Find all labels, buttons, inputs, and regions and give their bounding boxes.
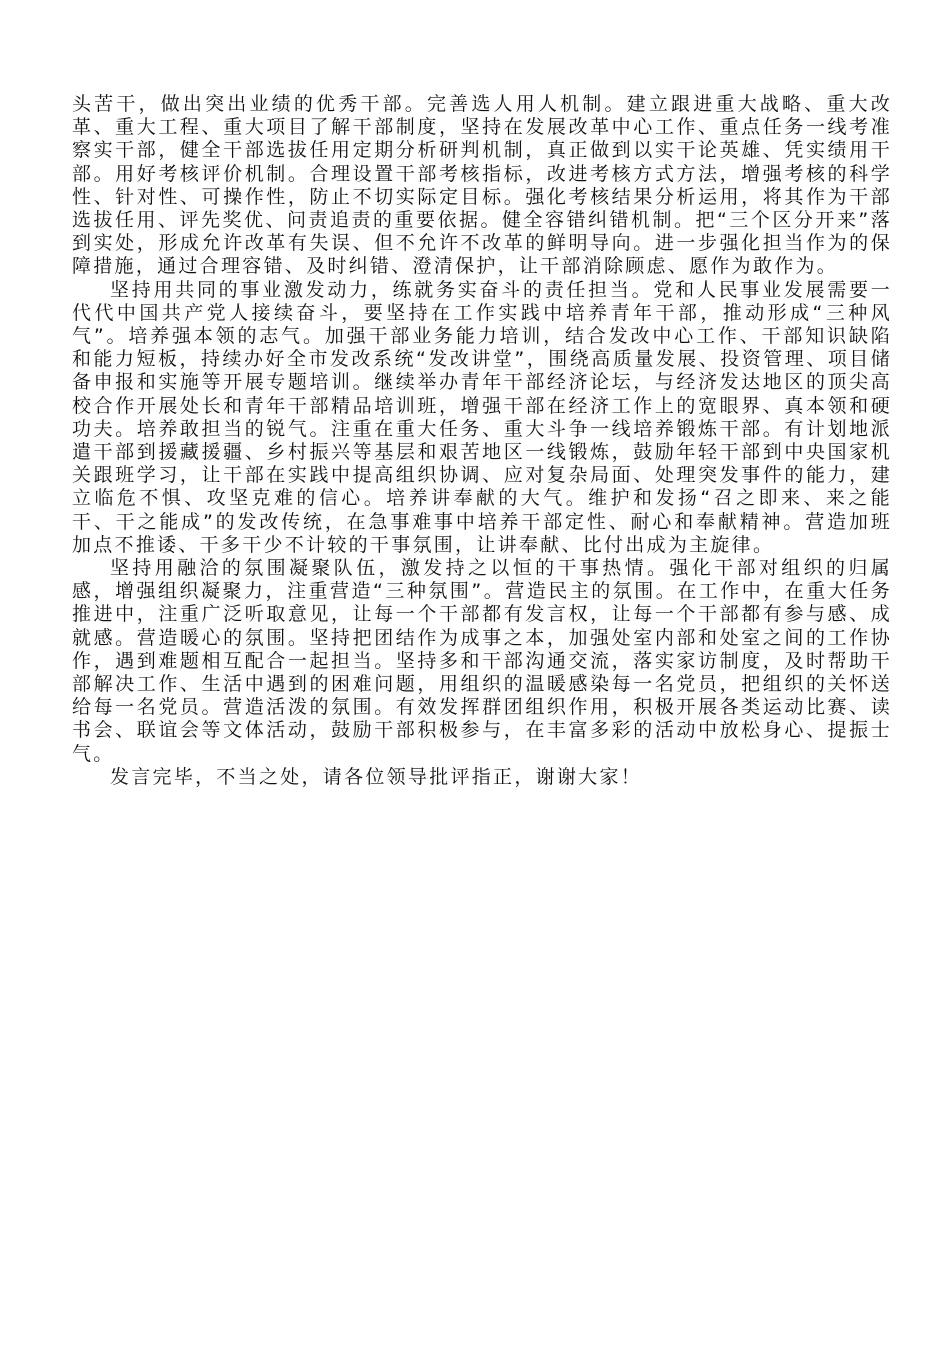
document-page: [72, 93, 892, 789]
paragraph-cadre-selection: 头苦干，做出突出业绩的优秀干部。完善选人用人机制。建立跟进重大战略、重大改革、重大工程、重大项目了解干部制度，坚持在发展改革中心工作、重点任务一线考准察实干部，健全干部选拔任用定期分析研判机制，真正做到以实干论英雄、凭实绩用干部。用好考核评价机制。合理设置干部考核指标，改进考核方式方法，增强考核的科学性、针对性、可操作性，防止不切实际定目标。强化考核结果分析运用，将其作为干部选拔任用、评先奖优、问责追责的重要依据。健全容错纠错机制。把“三个区分开来”落到实处，形成允许改革有失误、但不允许不改革的鲜明导向。进一步强化担当作为的保障措施，通过合理容错、及时纠错、澄清保护，让干部消除顾虑、愿作为敢作为。: [72, 93, 892, 278]
paragraph-shared-cause: 坚持用共同的事业激发动力，练就务实奋斗的责任担当。党和人民事业发展需要一代代中国共产党人接续奋斗，要坚持在工作实践中培养青年干部，推动形成“三种风气”。培养强本领的志气。加强干部业务能力培训，结合发改中心工作、干部知识缺陷和能力短板，持续办好全市发改系统“发改讲堂”，围绕高质量发展、投资管理、项目储备申报和实施等开展专题培训。继续举办青年干部经济论坛，与经济发达地区的顶尖高校合作开展处长和青年干部精品培训班，增强干部在经济工作上的宽眼界、真本领和硬功夫。培养敢担当的锐气。注重在重大任务、重大斗争一线培养锻炼干部。有计划地派遣干部到援藏援疆、乡村振兴等基层和艰苦地区一线锻炼，鼓励年轻干部到中央国家机关跟班学习，让干部在实践中提高组织协调、应对复杂局面、处理突发事件的能力，建立临危不惧、攻坚克难的信心。培养讲奉献的大气。维护和发扬“召之即来、来之能干、干之能成”的发改传统，在急事难事中培养干部定性、耐心和奉献精神。营造加班加点不推诿、干多干少不计较的干事氛围，让讲奉献、比付出成为主旋律。: [72, 278, 892, 556]
paragraph-team-atmosphere: 坚持用融洽的氛围凝聚队伍，激发持之以恒的干事热情。强化干部对组织的归属感，增强组织凝聚力，注重营造“三种氛围”。营造民主的氛围。在工作中，在重大任务推进中，注重广泛听取意见，让每一个干部都有发言权，让每一个干部都有参与感、成就感。营造暖心的氛围。坚持把团结作为成事之本，加强处室内部和处室之间的工作协作，遇到难题相互配合一起担当。坚持多和干部沟通交流，落实家访制度，及时帮助干部解决工作、生活中遇到的困难问题，用组织的温暖感染每一名党员，把组织的关怀送给每一名党员。营造活泼的氛围。有效发挥群团组织作用，积极开展各类运动比赛、读书会、联谊会等文体活动，鼓励干部积极参与，在丰富多彩的活动中放松身心、提振士气。: [72, 557, 892, 765]
paragraph-closing-remarks: 发言完毕，不当之处，请各位领导批评指正，谢谢大家！: [110, 765, 643, 788]
